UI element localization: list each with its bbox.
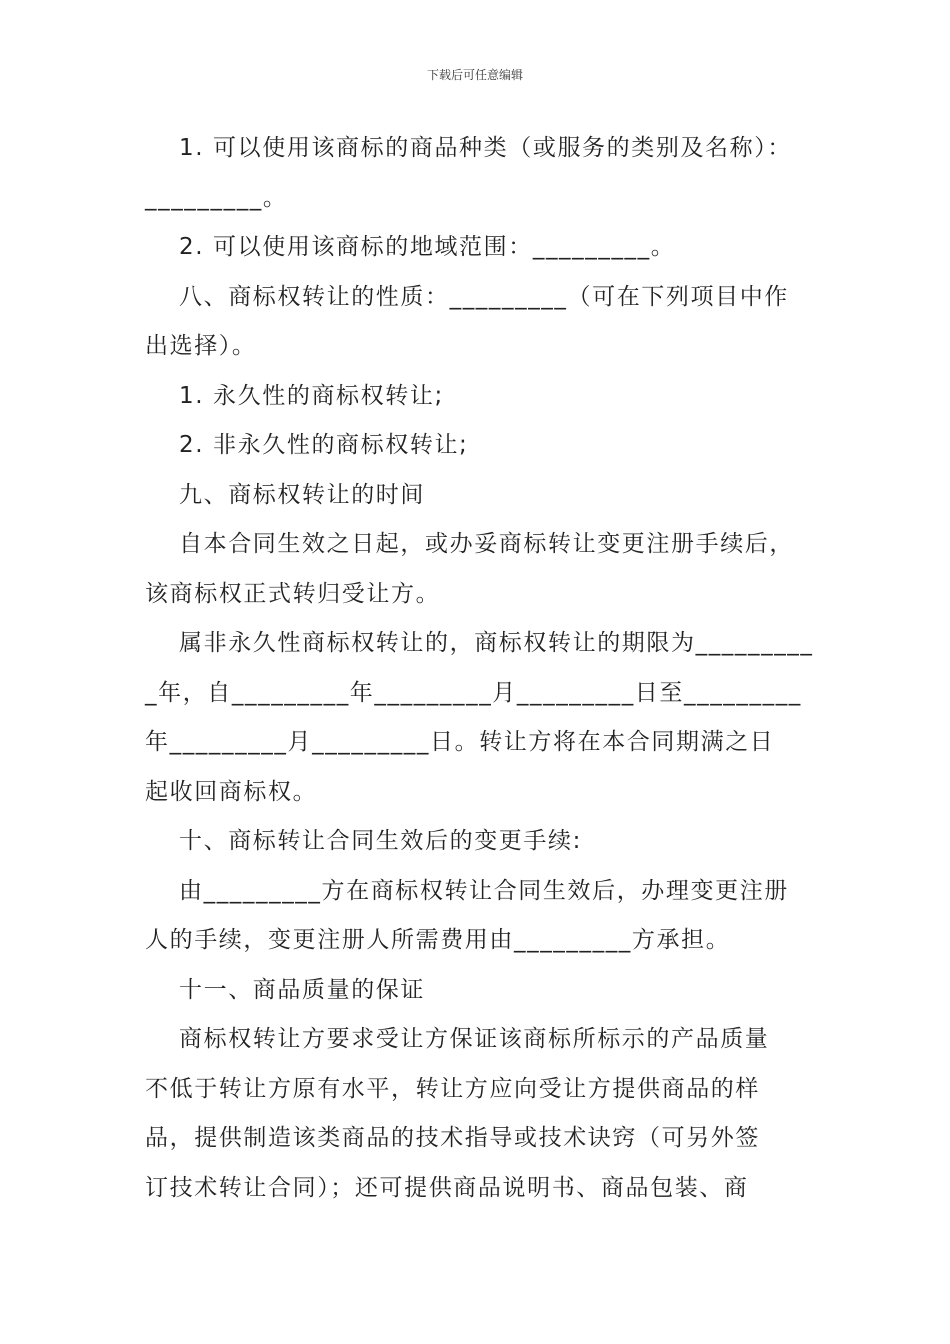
document-body — [145, 124, 825, 1213]
paragraph-line: 商标权转让方要求受让方保证该商标所标示的产品质量 — [179, 1026, 770, 1052]
paragraph-line: 不低于转让方原有水平，转让方应向受让方提供商品的样 — [145, 1075, 760, 1102]
paragraph-line: _年，自_________年_________月_________日至_________ — [145, 679, 802, 706]
paragraph-line: 人的手续，变更注册人所需费用由_________方承担。 — [145, 927, 731, 953]
paragraph-line: 2. 可以使用该商标的地域范围：_________。 — [179, 234, 676, 260]
paragraph-line: _________。 — [145, 184, 288, 211]
section-heading: 九、商标权转让的时间 — [179, 481, 425, 508]
paragraph-line: 出选择）。 — [145, 333, 257, 359]
paragraph-line: 1. 可以使用该商标的商品种类（或服务的类别及名称）： — [179, 135, 792, 161]
paragraph-line: 八、商标权转让的性质：_________（可在下列项目中作 — [179, 283, 789, 310]
section-heading: 十一、商品质量的保证 — [179, 976, 425, 1003]
paragraph-line: 1. 永久性的商标权转让; — [179, 382, 444, 409]
paragraph-line: 订技术转让合同）；还可提供商品说明书、商品包装、商 — [145, 1174, 749, 1201]
paragraph-line: 2. 非永久性的商标权转让; — [179, 432, 469, 458]
paragraph-line: 由_________方在商标权转让合同生效后，办理变更注册 — [179, 877, 789, 904]
paragraph-line: 自本合同生效之日起，或办妥商标转让变更注册手续后， — [179, 531, 794, 557]
paragraph-line: 品，提供制造该类商品的技术指导或技术诀窍（可另外签 — [145, 1125, 760, 1151]
paragraph-line: 年_________月_________日。转让方将在本合同期满之日 — [145, 729, 775, 755]
paragraph-line: 起收回商标权。 — [145, 778, 318, 805]
paragraph-line: 属非永久性商标权转让的，商标权转让的期限为_________ — [179, 630, 814, 656]
page-header: 下载后可任意编辑 — [426, 68, 523, 82]
paragraph-line: 该商标权正式转归受让方。 — [145, 580, 441, 607]
section-heading: 十、商标转让合同生效后的变更手续: — [179, 828, 582, 854]
